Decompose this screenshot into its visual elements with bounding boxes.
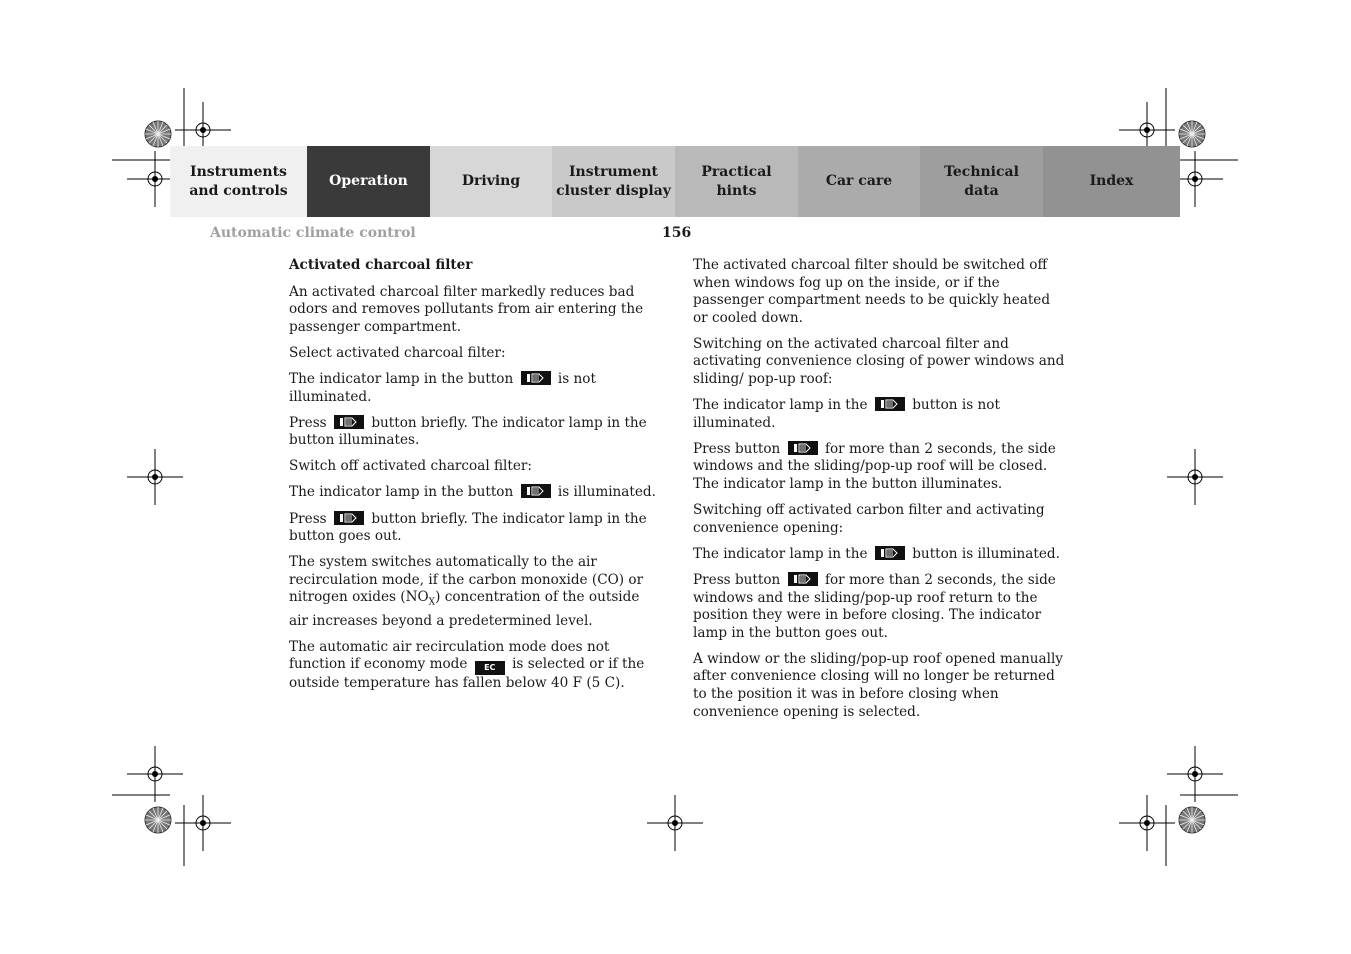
paragraph (693, 546, 1065, 564)
paragraph (693, 397, 1065, 432)
right-column (693, 257, 1065, 730)
tab-instrument-cluster-display[interactable]: Instrument cluster display (552, 146, 675, 217)
text: is illuminated. (557, 484, 656, 501)
text: Press (289, 510, 327, 527)
tab-driving[interactable]: Driving (430, 146, 552, 217)
paragraph (289, 554, 661, 630)
paragraph (289, 415, 661, 450)
charcoal-filter-button-icon (521, 484, 551, 498)
paragraph (693, 572, 1065, 642)
paragraph (289, 484, 661, 502)
tab-index[interactable]: Index (1043, 146, 1180, 217)
text: for more than 2 seconds, the side windows and the sliding/pop-up roof return to the position they were in before closing. The indicator lamp in the button goes out. (693, 571, 1056, 641)
paragraph: Switching off activated carbon filter and activating convenience opening: (693, 502, 1045, 536)
paragraph: Switching on the activated charcoal filter and activating convenience closing of power windows and sliding/ pop-up roof: (693, 335, 1065, 388)
charcoal-filter-button-icon (875, 546, 905, 560)
text: button briefly. The indicator lamp in the button illuminates. (289, 414, 647, 449)
economy-mode-button-icon: EC (475, 661, 505, 675)
paragraph: Select activated charcoal filter: (289, 344, 506, 361)
paragraph: The activated charcoal filter should be switched off when windows fog up on the inside, or if the passenger compartment needs to be quickly heated or cooled down. (693, 257, 1051, 326)
text: The indicator lamp in the (693, 397, 868, 414)
text: The automatic air recirculation mode does not function if economy mode (289, 638, 610, 673)
tab-technical-data[interactable]: Technical data (920, 146, 1043, 217)
tab-operation[interactable]: Operation (307, 146, 430, 217)
subscript: X (428, 598, 436, 609)
paragraph (289, 371, 661, 406)
section-heading: Activated charcoal filter (289, 257, 473, 273)
paragraph (289, 511, 661, 546)
tab-practical-hints[interactable]: Practical hints (675, 146, 798, 217)
charcoal-filter-button-icon (788, 441, 818, 455)
text: Press (289, 414, 327, 431)
chapter-tabs (170, 146, 1180, 217)
paragraph: An activated charcoal filter markedly reduces bad odors and removes pollutants from air entering the passenger compartment. (289, 283, 644, 335)
text: Press button (693, 440, 781, 457)
text: for more than 2 seconds, the side windows and the sliding/pop-up roof will be closed. The indicator lamp in the button illuminates. (693, 440, 1056, 493)
text: The indicator lamp in the button (289, 370, 514, 387)
paragraph: A window or the sliding/pop-up roof opened manually after convenience closing will no longer be returned to the position it was in before closing when convenience opening is selected. (693, 650, 1063, 720)
tab-instruments-and-controls[interactable]: Instruments and controls (170, 146, 307, 217)
text: is selected or if the outside temperature has fallen below 40 F (5 C). (289, 656, 645, 692)
paragraph (693, 441, 1065, 494)
text: The indicator lamp in the (693, 545, 868, 562)
charcoal-filter-button-icon (334, 415, 364, 429)
charcoal-filter-button-icon (788, 572, 818, 586)
paragraph: Switch off activated charcoal filter: (289, 458, 532, 475)
text: button briefly. The indicator lamp in the button goes out. (289, 510, 647, 545)
page-number: 156 (662, 225, 692, 241)
section-title: Automatic climate control (210, 225, 416, 241)
charcoal-filter-button-icon (334, 511, 364, 525)
text: is not illuminated. (289, 370, 596, 405)
paragraph (289, 639, 661, 693)
text: ) concentration of the outside air increases beyond a predetermined level. (289, 589, 640, 629)
text: The indicator lamp in the button (289, 484, 514, 501)
text: button is illuminated. (912, 545, 1060, 562)
left-column (289, 257, 661, 702)
tab-car-care[interactable]: Car care (798, 146, 920, 217)
text: The system switches automatically to the air recirculation mode, if the carbon monoxide (CO) or nitrogen oxides (NO (289, 554, 644, 606)
text: button is not illuminated. (693, 397, 1000, 431)
charcoal-filter-button-icon (521, 371, 551, 385)
charcoal-filter-button-icon (875, 397, 905, 411)
text: Press button (693, 571, 781, 588)
